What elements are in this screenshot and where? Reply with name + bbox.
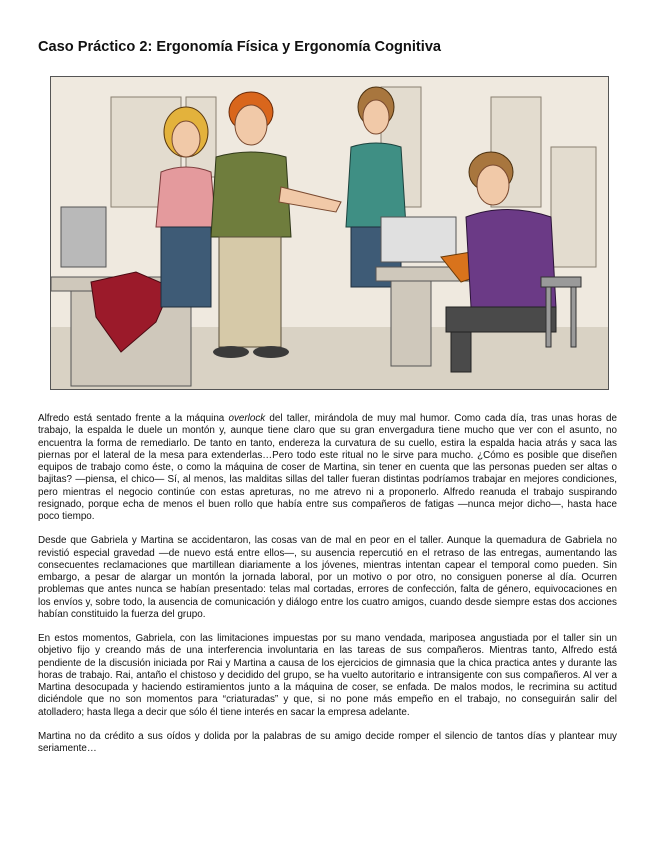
page-title: Caso Práctico 2: Ergonomía Física y Ergonomía Cognitiva (38, 39, 442, 55)
paragraph-1 (38, 413, 617, 523)
workshop-illustration (50, 76, 609, 390)
paragraph-3: En estos momentos, Gabriela, con las limitaciones impuestas por su mano vendada, mariposea angustiada por el taller sin un objetivo fijo y creando más de una interferencia involuntaria en las tareas de sus compañeros. Mientras tanto, Alfredo está pendiente de la discusión iniciada por Rai y Martina a causa de los ejercicios de gimnasia que la chica practica antes y durante las horas de trabajo. Rai, antaño el chistoso y decidido del grupo, se ha vuelto autoritario e intransigente con sus compañeros. Al ver a Martina desocupada y haciendo estiramientos junto a la máquina de coser, se enfada. De malos modos, le recrimina su actitud diciéndole que no son momentos para “criaturadas” y que, si no pone más empeño en el trabajo, no conseguirán salir del atolladero; hasta llega a decir que sólo él tiene interés en sacar la empresa adelante. (38, 633, 617, 718)
paragraph-2: Desde que Gabriela y Martina se accidentaron, las cosas van de mal en peor en el taller. Aunque la quemadura de Gabriela no revistió especial gravedad —de nuevo está entre ellos—, su ausencia repercutió en el retraso de las entregas, aumentando las consecuentes reclamaciones que martillean diariamente a los jóvenes, mientras intentan capear el temporal como pueden. Sin embargo, a pesar de alargar un montón la jornada laboral, por un motivo o por otro, no consiguen ponerse al día. Ocurren problemas que antes nunca se habían presentado: telas mal cortadas, errores de confección, falta de género, equivocaciones en los envíos y, sobre todo, la ausencia de comunicación y diálogo entre los cuatro amigos, cuando desde siempre estas dos acciones habían constituido la fuerza del grupo. (38, 535, 617, 620)
story-text (38, 413, 617, 767)
paragraph-1-rest: del taller, mirándola de muy mal humor. Como cada día, tras unas horas de trabajo, la espalda le duele un montón y, aunque tiene claro que su gran envergadura tiene mucho que ver con el asunto, no encuentra la forma de remediarlo. De tanto en tanto, endereza la curvatura de su cuello, estira la espalda hacia atrás y saca las piernas por el lateral de la mesa para extenderlas…Pero todo este ritual no le sirve para mucho. ¿Cómo es posible que diseñen equipos de trabajo como éste, o como la máquina de coser de Martina, sin tener en cuenta que las personas pueden ser altas o bajitas? —piensa, el chico— Sí, al menos, las malditas sillas del taller fueran distintas podríamos trabajar en mejores condiciones, pero mientras el negocio continúe con estas apreturas, no me atrevo ni a proponerlo. Alfredo reanuda el trabajo suspirando resignado, porque echa de menos el buen rollo que había entre sus compañeros de fatigas —nunca mejor dicho—, hasta hace poco tiempo. (38, 413, 617, 522)
illustration-canvas (51, 77, 608, 389)
gabriela-figure (156, 107, 216, 307)
paragraph-1-start: Alfredo está sentado frente a la máquina (38, 413, 229, 424)
paragraph-4: Martina no da crédito a sus oídos y dolida por la palabras de su amigo decide romper el silencio de tantos días y plantear muy seriamente… (38, 730, 617, 754)
overlock-term: overlock (228, 413, 266, 424)
